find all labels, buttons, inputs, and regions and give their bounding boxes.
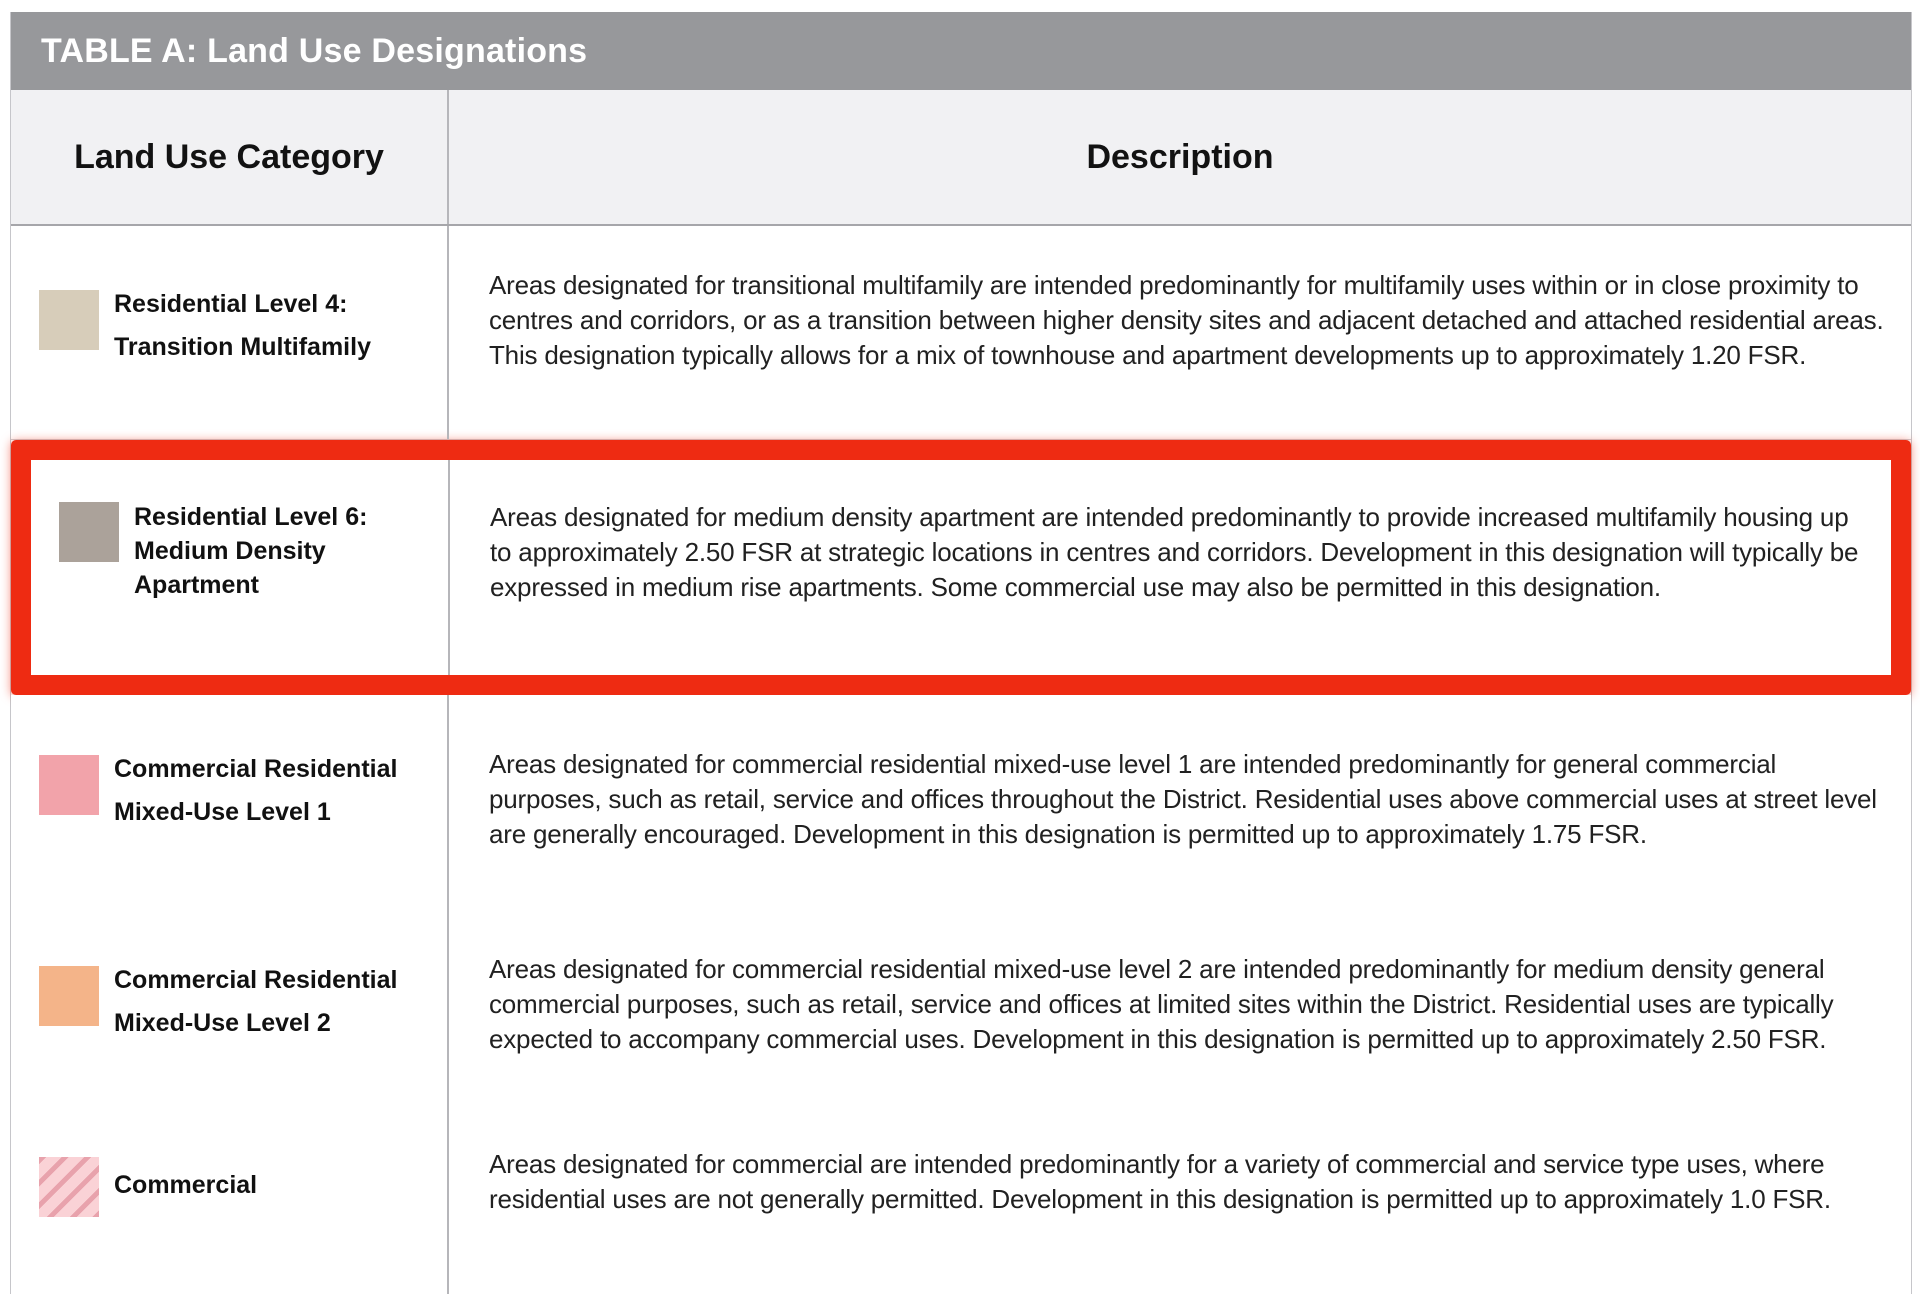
table-row-highlighted xyxy=(11,440,1911,695)
category-label xyxy=(114,288,444,374)
category-cell xyxy=(11,938,449,1131)
table-body xyxy=(11,226,1911,1294)
category-line: Residential Level 6: xyxy=(134,503,368,531)
table-row xyxy=(11,695,1911,938)
description-text: Areas designated for transitional multifamily are intended predominantly for multifamily uses within or in close proximity to centres and corridors, or as a transition between higher density sites and adjacent detached and attached residential areas. This designation typically allows for a mix of townhouse and apartment developments up to approximately 1.20 FSR. xyxy=(489,270,1884,370)
table-title: TABLE A: Land Use Designations xyxy=(41,31,588,70)
category-line: Residential Level 4: xyxy=(114,290,348,318)
table-header-row xyxy=(11,90,1911,226)
table-row xyxy=(11,226,1911,440)
category-line: Mixed-Use Level 2 xyxy=(114,1009,331,1037)
description-cell xyxy=(449,1131,1911,1294)
category-line: Commercial Residential xyxy=(114,755,398,783)
category-line: Medium Density xyxy=(134,537,326,565)
landuse-color-swatch xyxy=(39,966,99,1026)
description-text: Areas designated for commercial are intended predominantly for a variety of commercial and service type uses, where residential uses are not generally permitted. Development in this designation is permitted up to approximately 1.0 FSR. xyxy=(489,1149,1831,1214)
landuse-hatched-swatch xyxy=(39,1157,99,1217)
header-cell-land-use-category: Land Use Category xyxy=(11,90,449,224)
landuse-color-swatch xyxy=(39,755,99,815)
landuse-color-swatch xyxy=(59,502,119,562)
landuse-color-swatch xyxy=(39,290,99,350)
category-line: Commercial Residential xyxy=(114,966,398,994)
header-cell-description: Description xyxy=(1086,137,1274,176)
description-cell xyxy=(449,226,1911,439)
description-cell xyxy=(450,460,1891,675)
category-label xyxy=(114,1155,444,1215)
category-line: Commercial xyxy=(114,1171,258,1199)
description-text: Areas designated for commercial residential mixed-use level 2 are intended predominantly for medium density general commercial purposes, such as retail, service and offices at limited sites within the District. Residential uses are typically expected to accompany commercial uses. Development in this designation is permitted up to approximately 2.50 FSR. xyxy=(489,954,1834,1054)
description-text: Areas designated for commercial residential mixed-use level 1 are intended predominantly for general commercial purposes, such as retail, service and offices throughout the District. Residential uses above commercial uses at street level are generally encouraged. Development in this designation is permitted up to approximately 1.75 FSR. xyxy=(489,749,1877,849)
category-label xyxy=(114,753,444,839)
table-row xyxy=(11,938,1911,1131)
category-cell xyxy=(11,1131,449,1294)
table-row xyxy=(11,1131,1911,1294)
category-cell xyxy=(31,460,450,675)
description-cell xyxy=(449,695,1911,938)
description-text: Areas designated for medium density apartment are intended predominantly to provide increased multifamily housing up to approximately 2.50 FSR at strategic locations in centres and corridors. Development in this designation will typically be expressed in medium rise apartments. Some commercial use may also be permitted in this designation. xyxy=(490,502,1859,602)
category-cell xyxy=(11,695,449,938)
table-title-bar xyxy=(11,12,1911,90)
category-line: Transition Multifamily xyxy=(114,333,371,361)
category-line: Apartment xyxy=(134,571,260,599)
category-label xyxy=(134,500,448,602)
description-cell xyxy=(449,938,1911,1131)
category-cell xyxy=(11,226,449,439)
category-line: Mixed-Use Level 1 xyxy=(114,798,331,826)
land-use-table xyxy=(10,12,1912,1294)
category-label xyxy=(114,964,444,1050)
